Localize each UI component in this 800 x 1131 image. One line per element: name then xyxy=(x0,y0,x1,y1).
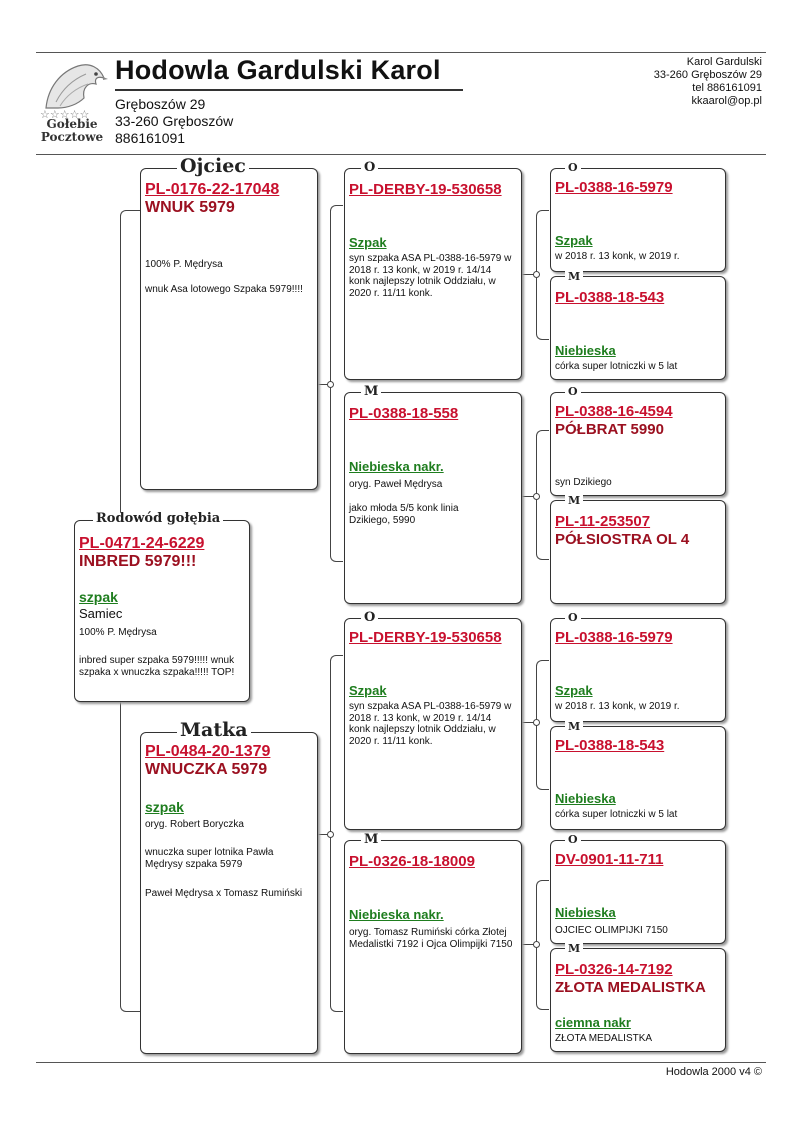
fmm-name: PÓŁSIOSTRA OL 4 xyxy=(555,531,690,548)
fff-ring[interactable]: PL-0388-16-5979 xyxy=(555,179,673,196)
ff-ring[interactable]: PL-DERBY-19-530658 xyxy=(349,181,502,198)
fmf-name: PÓŁBRAT 5990 xyxy=(555,421,664,438)
mfm-notes: córka super lotniczki w 5 lat xyxy=(555,809,678,820)
ggs-mff-card[interactable] xyxy=(550,611,726,722)
ffm-notes: córka super lotniczki w 5 lat xyxy=(555,361,678,372)
mf-color: Szpak xyxy=(349,683,387,698)
ggs-mmf-card[interactable] xyxy=(550,833,726,944)
fmf-ring[interactable]: PL-0388-16-4594 xyxy=(555,403,673,420)
fm-color: Niebieska nakr. xyxy=(349,459,444,474)
grandsire-maternal-card[interactable] xyxy=(344,610,522,830)
contact-address: 33-260 Gręboszów 29 xyxy=(653,69,762,81)
mf-notes: syn szpaka ASA PL-0388-16-5979 w 2018 r. 13 konk, w 2019 r. 14/14 konk najlepszy lotnik Oddziału, w 2020 r. 11/11 konk. xyxy=(349,701,512,747)
mfm-label: M xyxy=(565,721,583,732)
subject-color: szpak xyxy=(79,589,118,605)
subject-notes: inbred super szpaka 5979!!!!! wnuk szpaka x wnuczka szpaka!!!!! TOP! xyxy=(79,655,235,678)
granddam-maternal-card[interactable] xyxy=(344,832,522,1054)
ggd-ffm-card[interactable] xyxy=(550,270,726,380)
mmf-label: O xyxy=(565,834,581,845)
contact-name: Karol Gardulski xyxy=(686,56,762,68)
mother-name: WNUCZKA 5979 xyxy=(145,761,268,778)
connector-dot-mf xyxy=(533,719,540,726)
mmm-ring[interactable]: PL-0326-14-7192 xyxy=(555,961,673,978)
ggd-fmm-card[interactable] xyxy=(550,494,726,604)
ffm-color: Niebieska xyxy=(555,343,616,358)
mmf-ring[interactable]: DV-0901-11-711 xyxy=(555,851,664,868)
connector-dot-father xyxy=(327,381,334,388)
mm-notes: oryg. Tomasz Rumiński córka Złotej Medalistki 7192 i Ojca Olimpijki 7150 xyxy=(349,927,513,950)
mmm-name: ZŁOTA MEDALISTKA xyxy=(555,979,706,996)
ff-label: O xyxy=(361,161,378,174)
subject-origin: 100% P. Mędrysa xyxy=(79,627,157,638)
ff-notes: syn szpaka ASA PL-0388-16-5979 w 2018 r. 13 konk, w 2019 r. 14/14 konk najlepszy lotnik Oddziału, w 2020 r. 11/11 konk. xyxy=(349,253,512,299)
mff-ring[interactable]: PL-0388-16-5979 xyxy=(555,629,673,646)
footer-rule xyxy=(36,1062,766,1063)
mfm-color: Niebieska xyxy=(555,791,616,806)
header-bottom-rule xyxy=(36,154,766,155)
subject-name: INBRED 5979!!! xyxy=(79,553,197,570)
ffm-ring[interactable]: PL-0388-18-543 xyxy=(555,289,665,306)
fmf-notes: syn Dzikiego xyxy=(555,477,612,488)
connector-dot-mother xyxy=(327,831,334,838)
fm-notes: jako młoda 5/5 konk linia Dzikiego, 5990 xyxy=(349,503,459,526)
mother-card[interactable] xyxy=(140,719,318,1054)
logo-text-line2: Pocztowe xyxy=(40,130,104,144)
ggd-mmm-card[interactable] xyxy=(550,942,726,1052)
address-line1: Gręboszów 29 xyxy=(115,96,206,112)
grandsire-paternal-card[interactable] xyxy=(344,160,522,380)
subject-label: Rodowód gołębia xyxy=(93,512,223,525)
ggd-mfm-card[interactable] xyxy=(550,720,726,830)
logo-caption xyxy=(34,118,110,144)
mff-notes: w 2018 r. 13 konk, w 2019 r. xyxy=(555,701,680,712)
subject-sex: Samiec xyxy=(79,606,123,621)
mother-notes1: wnuczka super lotnika Pawła Mędrysy szpaka 5979 xyxy=(145,847,274,870)
subject-card[interactable] xyxy=(74,511,250,702)
ff-color: Szpak xyxy=(349,235,387,250)
fmm-ring[interactable]: PL-11-253507 xyxy=(555,513,651,530)
mff-label: O xyxy=(565,612,581,623)
fmf-label: O xyxy=(565,386,581,397)
father-label: Ojciec xyxy=(177,157,249,176)
title-underline xyxy=(115,89,463,91)
ffm-label: M xyxy=(565,271,583,282)
mother-origin: oryg. Robert Boryczka xyxy=(145,819,244,830)
contact-tel: tel 886161091 xyxy=(692,82,762,94)
logo-text-line1: Gołebie xyxy=(46,117,98,131)
mm-color: Niebieska nakr. xyxy=(349,907,444,922)
subject-ring[interactable]: PL-0471-24-6229 xyxy=(79,535,205,552)
mother-color: szpak xyxy=(145,799,184,815)
page-title: Hodowla Gardulski Karol xyxy=(115,55,441,85)
father-card[interactable] xyxy=(140,155,318,490)
mmm-notes: ZŁOTA MEDALISTKA xyxy=(555,1033,653,1044)
connector-dot-mm xyxy=(533,941,540,948)
father-ring[interactable]: PL-0176-22-17048 xyxy=(145,181,280,198)
granddam-paternal-card[interactable] xyxy=(344,384,522,604)
fff-label: O xyxy=(565,162,581,173)
mmm-label: M xyxy=(565,943,583,954)
mff-color: Szpak xyxy=(555,683,593,698)
ggs-fmf-card[interactable] xyxy=(550,385,726,496)
fm-origin: oryg. Paweł Mędrysa xyxy=(349,479,443,490)
footer-text: Hodowla 2000 v4 © xyxy=(665,1066,762,1078)
father-origin: 100% P. Mędrysa xyxy=(145,259,223,270)
contact-email: kkaarol@op.pl xyxy=(691,95,762,107)
father-name: WNUK 5979 xyxy=(145,199,235,216)
top-rule xyxy=(36,52,766,53)
fff-notes: w 2018 r. 13 konk, w 2019 r. xyxy=(555,251,680,262)
fm-label: M xyxy=(361,385,381,398)
ggs-fff-card[interactable] xyxy=(550,161,726,272)
contact-block xyxy=(654,56,762,108)
mother-ring[interactable]: PL-0484-20-1379 xyxy=(145,743,271,760)
mmf-notes: OJCIEC OLIMPIJKI 7150 xyxy=(555,925,668,936)
fff-color: Szpak xyxy=(555,233,593,248)
connector-dot-ff xyxy=(533,271,540,278)
mm-ring[interactable]: PL-0326-18-18009 xyxy=(349,853,475,870)
address-line2: 33-260 Gręboszów xyxy=(115,113,234,129)
phone: 886161091 xyxy=(115,130,186,146)
father-notes: wnuk Asa lotowego Szpaka 5979!!!! xyxy=(145,284,303,295)
mmm-color: ciemna nakr xyxy=(555,1015,631,1030)
mf-ring[interactable]: PL-DERBY-19-530658 xyxy=(349,629,502,646)
fm-ring[interactable]: PL-0388-18-558 xyxy=(349,405,459,422)
mm-label: M xyxy=(361,833,381,846)
mother-label: Matka xyxy=(177,721,251,740)
mf-label: O xyxy=(361,611,378,624)
fmm-label: M xyxy=(565,495,583,506)
mother-notes2: Paweł Mędrysa x Tomasz Rumiński xyxy=(145,888,303,899)
svg-text:☆☆☆☆☆: ☆☆☆☆☆ xyxy=(40,108,90,120)
mfm-ring[interactable]: PL-0388-18-543 xyxy=(555,737,665,754)
mmf-color: Niebieska xyxy=(555,905,616,920)
connector-dot-fm xyxy=(533,493,540,500)
